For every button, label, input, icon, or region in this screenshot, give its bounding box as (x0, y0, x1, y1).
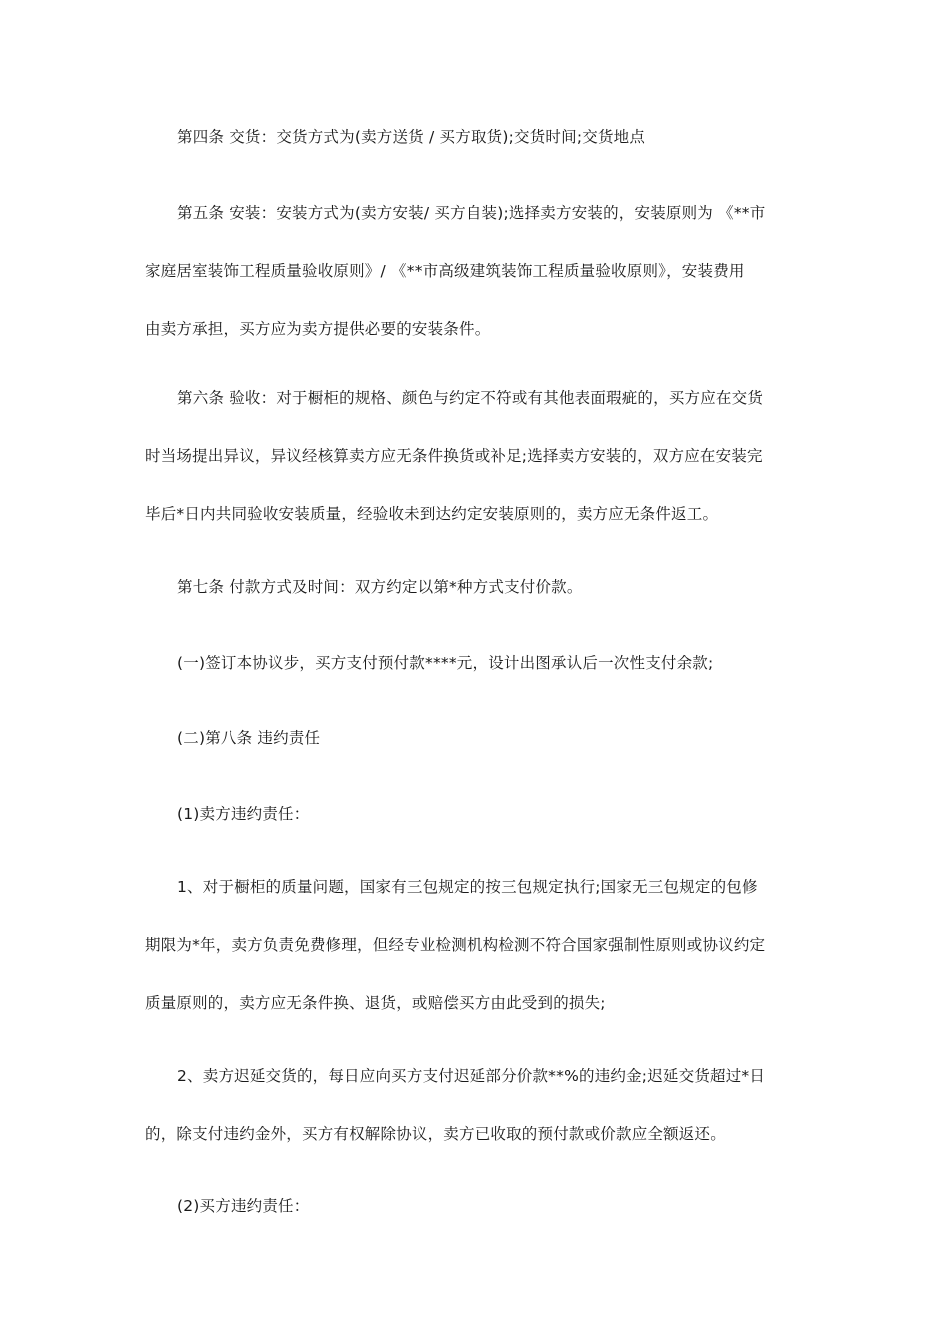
text-line: 由卖方承担，买方应为卖方提供必要的安装条件。 (145, 320, 491, 338)
seller-clause-1-paragraph (145, 858, 810, 1032)
text-line: (2)买方违约责任： (177, 1197, 310, 1215)
payment-option-1 (145, 634, 810, 692)
text-line: 期限为*年，卖方负责免费修理，但经专业检测机构检测不符合国家强制性原则或协议约定 (145, 936, 766, 954)
text-line: (一)签订本协议步，买方支付预付款****元，设计出图承认后一次性支付余款; (177, 654, 714, 672)
text-line: 质量原则的，卖方应无条件换、退货，或赔偿买方由此受到的损失; (145, 994, 606, 1012)
article-5-paragraph (145, 184, 810, 358)
text-line: 第七条 付款方式及时间：双方约定以第*种方式支付价款。 (177, 578, 583, 596)
seller-liability-heading (145, 785, 810, 843)
article-4-paragraph (145, 108, 810, 166)
article-6-paragraph (145, 369, 810, 543)
text-line: 家庭居室装饰工程质量验收原则》/ 《**市高级建筑装饰工程质量验收原则》，安装费用 (145, 262, 745, 280)
buyer-liability-heading (145, 1177, 810, 1235)
payment-option-2 (145, 709, 810, 767)
text-line: 1、对于橱柜的质量问题，国家有三包规定的按三包规定执行;国家无三包规定的包修 (177, 878, 758, 896)
text-line: 2、卖方迟延交货的，每日应向买方支付迟延部分价款**%的违约金;迟延交货超过*日 (177, 1067, 766, 1085)
text-line: 第四条 交货：交货方式为(卖方送货 / 买方取货);交货时间;交货地点 (177, 128, 646, 146)
text-line: 时当场提出异议，异议经核算卖方应无条件换货或补足;选择卖方安装的，双方应在安装完 (145, 447, 763, 465)
seller-clause-2-paragraph (145, 1047, 810, 1163)
text-line: 毕后*日内共同验收安装质量，经验收未到达约定安装原则的，卖方应无条件返工。 (145, 505, 719, 523)
text-line: (1)卖方违约责任： (177, 805, 310, 823)
text-line: 第六条 验收：对于橱柜的规格、颜色与约定不符或有其他表面瑕疵的，买方应在交货 (177, 389, 764, 407)
article-7-paragraph (145, 558, 810, 616)
text-line: (二)第八条 违约责任 (177, 729, 321, 747)
text-line: 第五条 安装：安装方式为(卖方安装/ 买方自装);选择卖方安装的，安装原则为 《**市 (177, 204, 766, 222)
text-line: 的，除支付违约金外，买方有权解除协议，卖方已收取的预付款或价款应全额返还。 (145, 1125, 726, 1143)
